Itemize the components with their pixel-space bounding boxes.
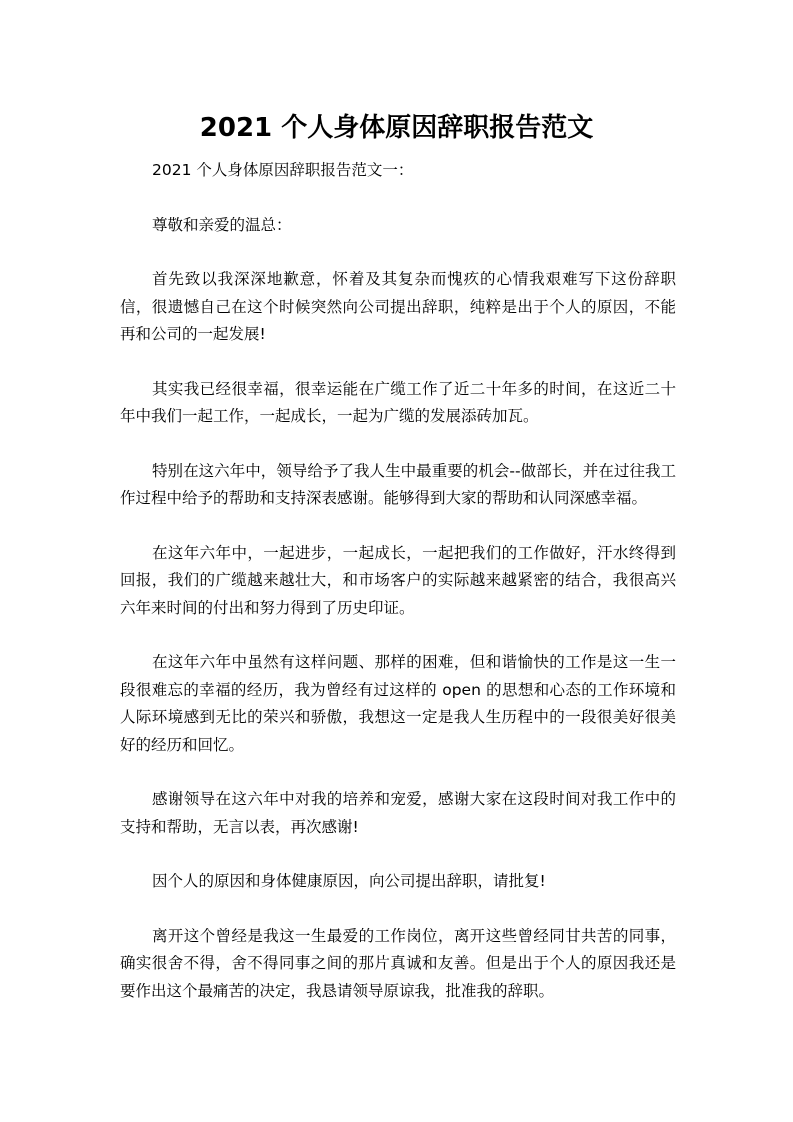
paragraph-experience: 在这年六年中虽然有这样问题、那样的困难，但和谐愉快的工作是这一生一段很难忘的幸福的经历，我为曾经有过这样的 open 的思想和心态的工作环境和人际环境感到无比的荣兴和骄傲，我想这一定是我人生历程中的一段很美好很美好的经历和回忆。 [120,653,676,754]
document-title: 2021 个人身体原因辞职报告范文 [199,113,594,143]
paragraph-progress: 在这年六年中，一起进步，一起成长，一起把我们的工作做好，汗水终得到回报，我们的广缆越来越壮大，和市场客户的实际越来越紧密的结合，我很高兴六年来时间的付出和努力得到了历史印证。 [120,543,676,617]
paragraph-farewell: 离开这个曾经是我这一生最爱的工作岗位，离开这些曾经同甘共苦的同事，确实很舍不得，舍不得同事之间的那片真诚和友善。但是出于个人的原因我还是要作出这个最痛苦的决定，我恳请领导原谅我，批准我的辞职。 [120,926,676,1000]
document-body [120,157,676,1032]
paragraph-request: 因个人的原因和身体健康原因，向公司提出辞职，请批复! [152,872,546,890]
paragraph-apology: 首先致以我深深地歉意，怀着及其复杂而愧疚的心情我艰难写下这份辞职信，很遗憾自己在这个时候突然向公司提出辞职，纯粹是出于个人的原因，不能再和公司的一起发展! [120,270,676,343]
paragraph-thanks: 感谢领导在这六年中对我的培养和宠爱，感谢大家在这段时间对我工作中的支持和帮助，无言以表，再次感谢! [120,790,676,836]
paragraph-six-years: 特别在这六年中，领导给予了我人生中最重要的机会--做部长，并在过往我工作过程中给予的帮助和支持深表感谢。能够得到大家的帮助和认同深感幸福。 [120,461,676,507]
paragraph-gratitude: 其实我已经很幸福，很幸运能在广缆工作了近二十年多的时间，在这近二十年中我们一起工作，一起成长，一起为广缆的发展添砖加瓦。 [120,379,676,425]
paragraph-heading: 2021 个人身体原因辞职报告范文一： [152,161,414,179]
paragraph-salutation: 尊敬和亲爱的温总： [152,215,292,234]
